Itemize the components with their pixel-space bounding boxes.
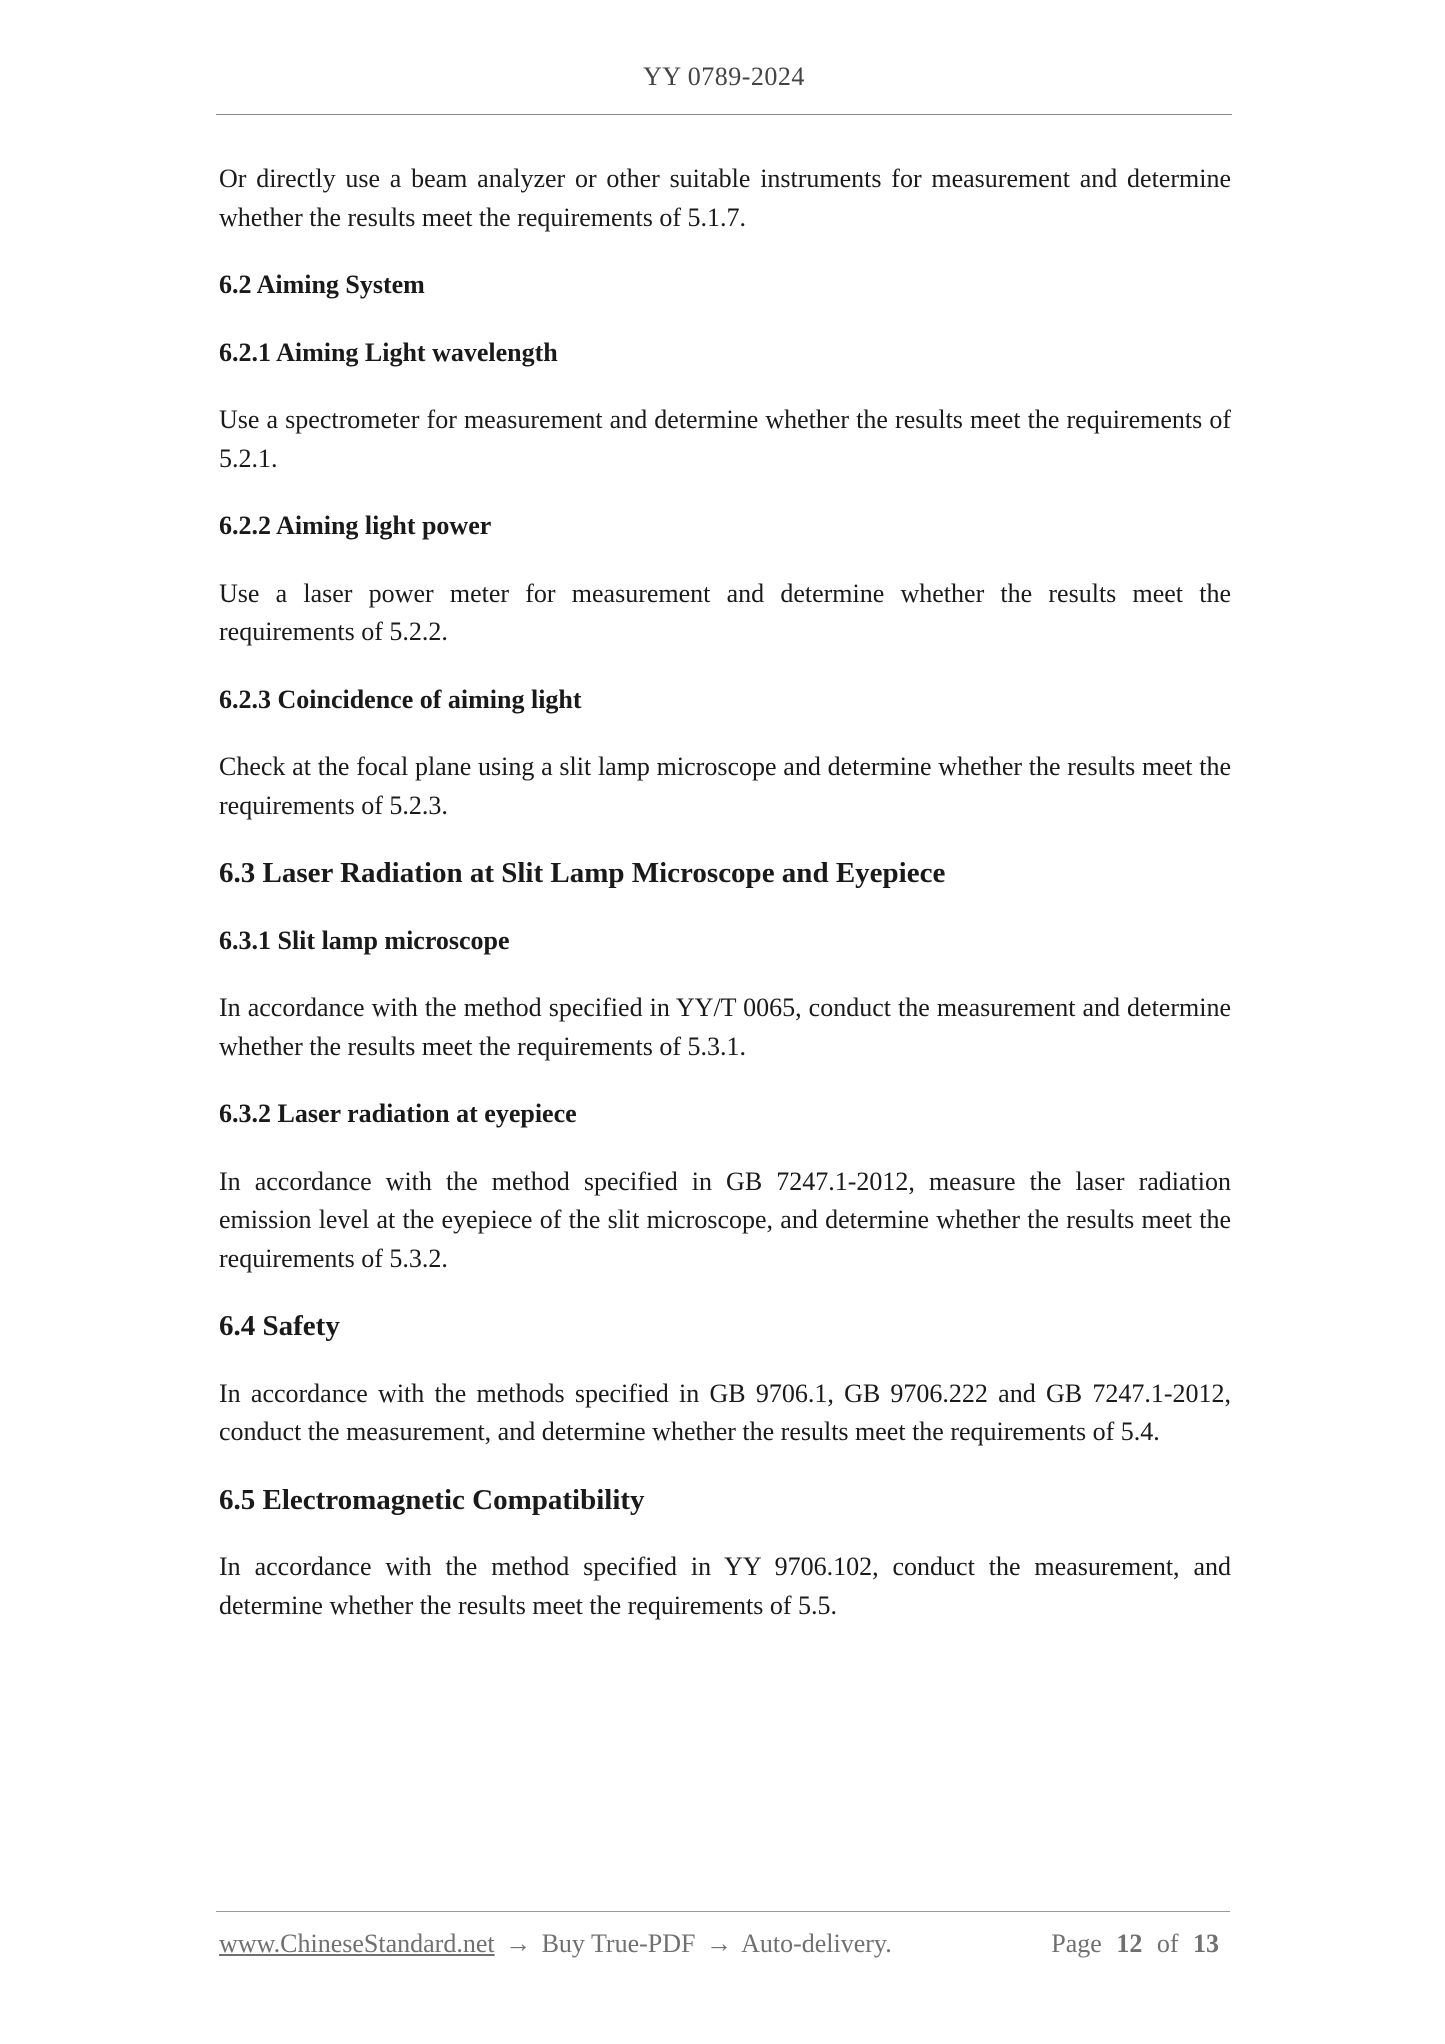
arrow-right-icon: → bbox=[706, 1929, 732, 1958]
heading-6-2-3: 6.2.3 Coincidence of aiming light bbox=[219, 684, 582, 714]
heading-6-3-2: 6.3.2 Laser radiation at eyepiece bbox=[219, 1099, 577, 1128]
page-header: YY 0789-2024 bbox=[643, 62, 805, 91]
page-footer bbox=[219, 1925, 1227, 1963]
buy-true-pdf-text: Buy True-PDF bbox=[541, 1929, 696, 1958]
paragraph-6-5: In accordance with the method specified in YY 9706.102, conduct the measurement, and determine whether the results meet the requirements of 5.5. bbox=[219, 1552, 1231, 1620]
heading-6-5: 6.5 Electromagnetic Compatibility bbox=[219, 1483, 645, 1516]
heading-6-2-2: 6.2.2 Aiming light power bbox=[219, 511, 492, 540]
paragraph-6-2-1: Use a spectrometer for measurement and determine whether the results meet the requirements of 5.2.1. bbox=[219, 405, 1231, 473]
paragraph-6-4: In accordance with the methods specified in GB 9706.1, GB 9706.222 and GB 7247.1-2012, conduct the measurement, and determine whether the results meet the requirements of 5.4. bbox=[219, 1378, 1231, 1446]
page-indicator bbox=[1051, 1925, 1227, 1963]
header-divider bbox=[216, 114, 1232, 115]
site-link[interactable]: www.ChineseStandard.net bbox=[219, 1929, 495, 1958]
arrow-right-icon: → bbox=[505, 1929, 532, 1958]
page-total: 13 bbox=[1193, 1929, 1219, 1958]
paragraph-6-3-1: In accordance with the method specified in YY/T 0065, conduct the measurement and determine whether the results meet the requirements of 5.3.1. bbox=[219, 993, 1231, 1061]
page-current: 12 bbox=[1116, 1929, 1143, 1958]
paragraph-6-2-2: Use a laser power meter for measurement and determine whether the results meet the requirements of 5.2.2. bbox=[219, 578, 1231, 646]
heading-6-4: 6.4 Safety bbox=[219, 1310, 340, 1342]
paragraph-6-3-2: In accordance with the method specified in GB 7247.1-2012, measure the laser radiation emission level at the eyepiece of the slit microscope, and determine whether the results meet the requirements of 5.3.2. bbox=[219, 1166, 1231, 1273]
heading-6-3-1: 6.3.1 Slit lamp microscope bbox=[219, 925, 510, 955]
of-label: of bbox=[1156, 1929, 1179, 1958]
heading-6-2-1: 6.2.1 Aiming Light wavelength bbox=[219, 337, 558, 367]
auto-delivery-text: Auto-delivery. bbox=[741, 1929, 892, 1958]
footer-divider bbox=[216, 1911, 1230, 1912]
heading-6-2: 6.2 Aiming System bbox=[219, 270, 425, 299]
paragraph-6-2-3: Check at the focal plane using a slit lamp microscope and determine whether the results meet the requirements of 5.2.3. bbox=[219, 752, 1231, 820]
heading-6-3: 6.3 Laser Radiation at Slit Lamp Microscope and Eyepiece bbox=[219, 857, 946, 889]
paragraph-intro: Or directly use a beam analyzer or other suitable instruments for measurement and determine whether the results meet the requirements of 5.1.7. bbox=[219, 164, 1231, 232]
document-body bbox=[219, 160, 1231, 1654]
page-label: Page bbox=[1051, 1929, 1102, 1958]
